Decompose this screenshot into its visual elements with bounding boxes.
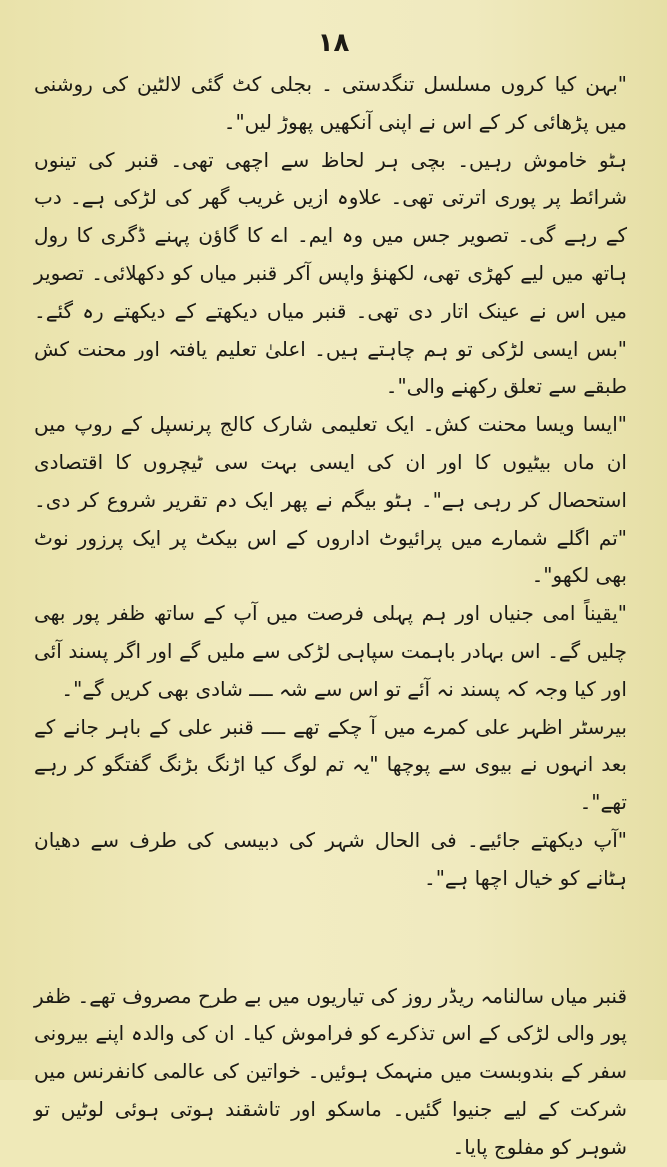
paragraph-4: "یقیناً امی جنیاں اور ہم پہلی فرصت میں آپ کے ساتھ ظفر پور بھی چلیں گے۔ اس بہادر باہمت سپاہی لڑکی سے ملیں گے اور اگر پسند آئی اور کیا وجہ کہ پسند نہ آئے تو اس سے شہ ــــ شادی بھی کریں گے"۔ bbox=[34, 601, 627, 701]
paragraph-6: "آپ دیکھتے جائیے۔ فی الحال شہر کی دبیسی کی طرف سے دھیان ہٹانے کو خیال اچھا ہے"۔ bbox=[34, 827, 627, 890]
paragraph-7: قنبر میاں سالنامہ ریڈر روز کی تیاریوں میں بے طرح مصروف تھے۔ ظفر پور والی لڑکی کے اس تذکرے کو فراموش کیا۔ ان کی والدہ اپنے بیرونی سفر کے بندوبست میں منہمک ہوئیں۔ خواتین کی عالمی کانفرنس میں شرکت کے لیے جنیوا گئیں۔ ماسکو اور تاشقند ہوتی ہوئی لوٹیں تو شوہر کو مفلوج پایا۔ bbox=[34, 983, 627, 1159]
paragraph-3: "ایسا ویسا محنت کش۔ ایک تعلیمی شارک کالج پرنسپل کے روپ میں ان ماں بیٹیوں کا اور ان کی ایسی بہت سی ٹیچروں کا اقتصادی استحصال کر رہی ہے"۔ ہٹو بیگم نے پھر ایک دم تقریر شروع کر دی۔ "تم اگلے شمارے میں پرائیوٹ اداروں کے اس بیکٹ پر ایک پرزور نوٹ بھی لکھو"۔ bbox=[34, 412, 627, 588]
paragraph-2: ہٹو خاموش رہیں۔ بچی ہر لحاظ سے اچھی تھی۔ قنبر کی تینوں شرائط پر پوری اترتی تھی۔ علاوہ ازیں غریب گھر کی لڑکی ہے۔ دب کے رہے گی۔ تصویر جس میں وہ ایم۔ اے کا گاؤن پہنے ڈگری کا رول ہاتھ میں لیے کھڑی تھی، لکھنؤ واپس آکر قنبر میاں کو دکھلائی۔ تصویر میں اس نے عینک اتار دی تھی۔ قنبر میاں دیکھتے کے دیکھتے رہ گئے۔ "بس ایسی لڑکی تو ہم چاہتے ہیں۔ اعلیٰ تعلیم یافتہ اور محنت کش طبقے سے تعلق رکھنے والی"۔ bbox=[34, 147, 627, 399]
paragraph-1: "بہن کیا کروں مسلسل تنگدستی ۔ بجلی کٹ گئی لالٹین کی روشنی میں پڑھائی کر کے اس نے اپنی آنکھیں پھوڑ لیں"۔ bbox=[34, 72, 627, 134]
paragraph-5: بیرسٹر اظہر علی کمرے میں آ چکے تھے ــــ قنبر علی کے باہر جانے کے بعد انہوں نے بیوی سے پوچھا "یہ تم لوگ کیا اڑنگ بڑنگ گفتگو کر رہے تھے"۔ bbox=[34, 714, 627, 815]
body-text bbox=[34, 66, 627, 1167]
page-number: ١٨ bbox=[317, 28, 350, 58]
section-break bbox=[34, 898, 627, 978]
